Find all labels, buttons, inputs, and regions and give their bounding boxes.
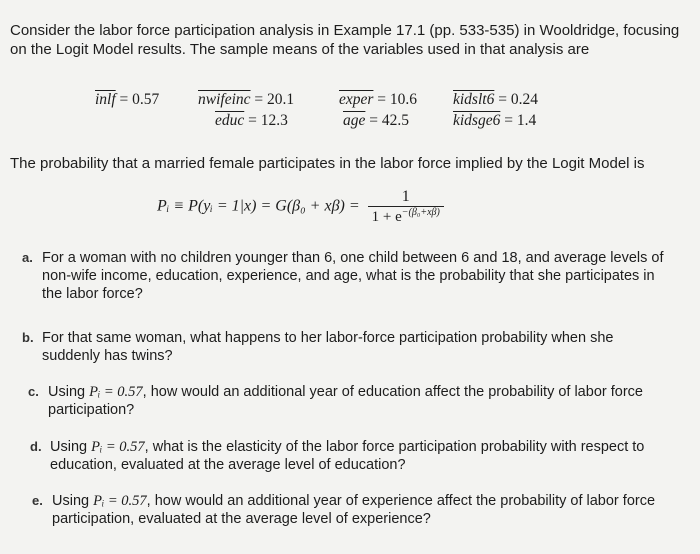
mean-kidsge6: kidsge6 = 1.4 xyxy=(453,112,537,129)
question-text: Using Pᵢ = 0.57, what is the elasticity of the labor force participation probability with respect to education, evaluated at the average level of education? xyxy=(50,439,645,473)
question-label: c. xyxy=(28,384,39,399)
question-e xyxy=(32,492,682,528)
sample-means-row-2 xyxy=(0,112,700,132)
mean-nwifeinc: nwifeinc = 20.1 xyxy=(198,91,295,108)
mean-inlf: inlf = 0.57 xyxy=(95,91,160,108)
sample-means-row-1 xyxy=(0,91,700,111)
intro-paragraph: Consider the labor force participation analysis in Example 17.1 (pp. 533-535) in Wooldridge, focusing on the Logit Model results. The sample means of the variables used in that analysis are xyxy=(10,22,680,58)
question-d xyxy=(30,438,680,474)
question-label: d. xyxy=(30,439,42,454)
question-label: a. xyxy=(22,250,33,265)
logit-formula xyxy=(157,188,444,226)
question-label: e. xyxy=(32,493,43,508)
mean-kidslt6: kidslt6 = 0.24 xyxy=(453,91,538,108)
probability-intro: The probability that a married female participates in the labor force implied by the Logit Model is xyxy=(10,155,645,172)
mean-age: $\overline{age} = 42.5$ xyxy=(343,112,410,129)
formula-fraction xyxy=(368,188,444,226)
formula-lhs: Pᵢ ≡ P(yᵢ = 1|x) = G(β₀ + xβ) = xyxy=(157,197,360,215)
question-text: Using Pᵢ = 0.57, how would an additional year of experience affect the probability of labor force participation, evaluated at the average level of experience? xyxy=(52,493,656,527)
question-text: Using Pᵢ = 0.57, how would an additional year of education affect the probability of labor force participation? xyxy=(48,384,643,418)
mean-educ: educ = 12.3 xyxy=(215,112,288,129)
question-text: For a woman with no children younger than 6, one child between 6 and 18, and average levels of non-wife income, education, experience, and age, what is the probability that she participates in the labor force? xyxy=(42,250,664,302)
formula-numerator: 1 xyxy=(368,188,444,207)
question-a xyxy=(22,249,672,303)
question-text: For that same woman, what happens to her labor-force participation probability when she suddenly has twins? xyxy=(42,330,614,364)
question-c xyxy=(28,383,678,419)
mean-exper: exper = 10.6 xyxy=(339,91,418,108)
formula-denominator: $1 + e^{-(\beta_0+x\beta)}$ xyxy=(371,207,440,225)
question-label: b. xyxy=(22,330,34,345)
question-b xyxy=(22,329,672,365)
